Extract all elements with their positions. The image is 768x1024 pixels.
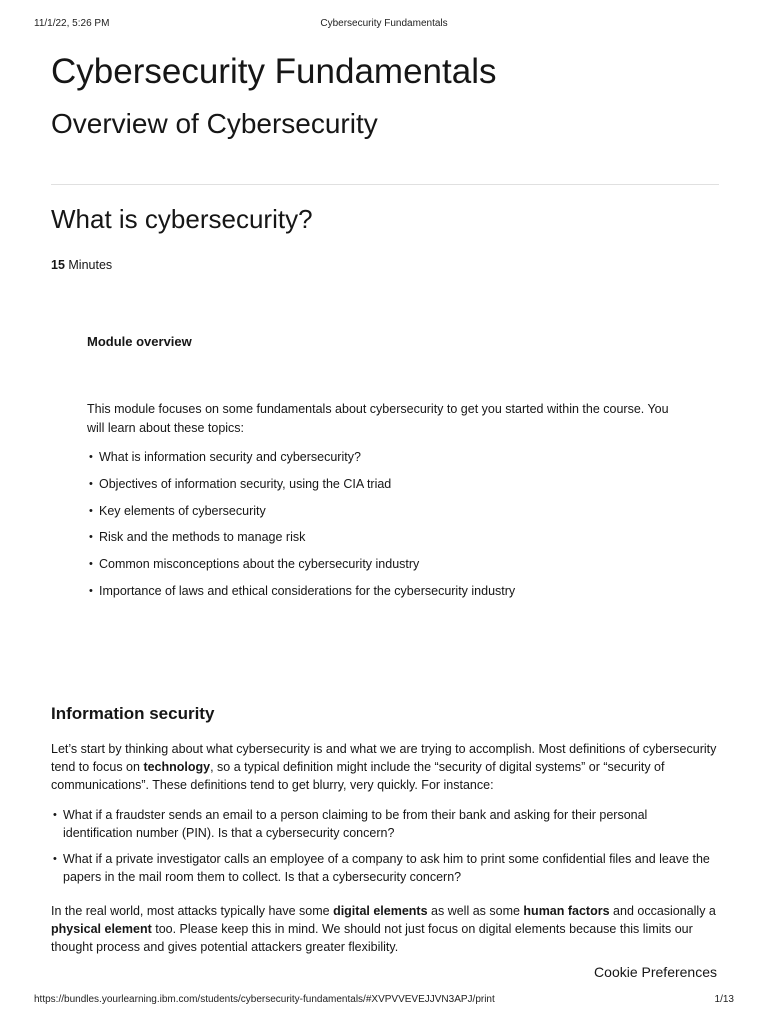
emphasis-human-factors: human factors: [523, 904, 610, 918]
section-divider: [51, 184, 719, 185]
print-datetime: 11/1/22, 5:26 PM: [34, 18, 110, 29]
paragraph-text: In the real world, most attacks typically have some: [51, 904, 334, 918]
print-page-title: Cybersecurity Fundamentals: [320, 18, 448, 29]
print-header: [0, 18, 768, 32]
list-item: • What if a private investigator calls an employee of a company to ask him to print some confidential files and leave the papers in the mail room them to collect. Is that a cybersecurity concern?: [51, 850, 719, 886]
list-item: • What if a fraudster sends an email to a person claiming to be from their bank and asking for their personal identification number (PIN). Is that a cybersecurity concern?: [51, 806, 719, 842]
print-url: https://bundles.yourlearning.ibm.com/students/cybersecurity-fundamentals/#XVPVVEVEJJVN3APJ/print: [34, 994, 495, 1005]
list-item: • Common misconceptions about the cybersecurity industry: [87, 555, 687, 582]
lesson-duration: [51, 258, 112, 272]
module-overview-heading: Module overview: [87, 334, 192, 349]
paragraph-text: too. Please keep this in mind. We should not just focus on digital elements because this limits our thought process and gives potential attackers greater flexibility.: [51, 922, 693, 954]
module-overview-intro: This module focuses on some fundamentals about cybersecurity to get you started within the course. You will learn about these topics:: [87, 402, 669, 435]
print-footer: [0, 994, 768, 1008]
paragraph-text: as well as some: [427, 904, 524, 918]
emphasis-technology: technology: [143, 760, 211, 774]
paragraph-text: , so a typical definition might include the “security of digital systems” or “security of communications”. These definitions tend to get blurry, very quickly. For instance:: [51, 760, 665, 792]
emphasis-digital-elements: digital elements: [333, 904, 428, 918]
page-number: 1/13: [714, 994, 734, 1005]
list-item: • Importance of laws and ethical considerations for the cybersecurity industry: [87, 582, 687, 609]
list-item: • Risk and the methods to manage risk: [87, 528, 687, 555]
emphasis-physical-element: physical element: [51, 922, 152, 936]
duration-unit: Minutes: [68, 258, 113, 272]
information-security-heading: Information security: [51, 704, 215, 723]
duration-value: 15: [51, 258, 65, 272]
information-security-paragraph-1: [51, 740, 719, 794]
question-list: [51, 806, 719, 894]
lesson-title: What is cybersecurity?: [51, 204, 313, 234]
list-item: • Objectives of information security, using the CIA triad: [87, 475, 687, 502]
course-title: Cybersecurity Fundamentals: [51, 52, 497, 91]
information-security-paragraph-2: [51, 902, 719, 956]
cookie-preferences-link[interactable]: Cookie Preferences: [594, 964, 717, 980]
list-item: • What is information security and cybersecurity?: [87, 448, 687, 475]
paragraph-text: Let’s start by thinking about what cybersecurity is and what we are trying to accomplish. Most definitions of cybersecurity tend to focus on: [51, 742, 717, 774]
section-title: Overview of Cybersecurity: [51, 108, 378, 139]
topic-list: [87, 448, 687, 609]
list-item: • Key elements of cybersecurity: [87, 502, 687, 529]
paragraph-text: and occasionally a: [609, 904, 716, 918]
